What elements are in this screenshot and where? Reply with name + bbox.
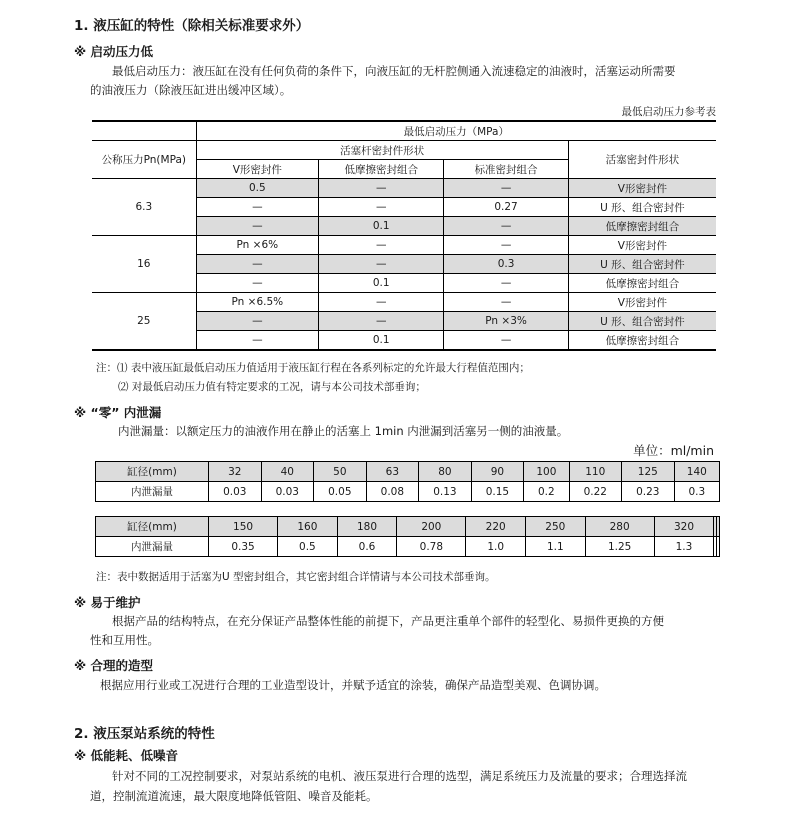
bore-value: 180: [337, 517, 397, 537]
cell-v: —: [196, 331, 318, 351]
cell-v: Pn ×6.5%: [196, 293, 318, 312]
cell-v: —: [196, 217, 318, 236]
leakage-note: 注：表中数据适用于活塞为U 型密封组合，其它密封组合详情请与本公司技术部垂询。: [96, 571, 496, 583]
leakage-table-2: [95, 516, 720, 557]
leak-value: [717, 537, 720, 557]
start-pressure-table: [92, 120, 716, 351]
col-rod-seal-header: 活塞杆密封件形状: [196, 141, 568, 160]
cell-low: 0.1: [319, 331, 444, 351]
energy-text-2: 道，控制流道流速，最大限度地降低管阻、噪音及能耗。: [90, 789, 378, 803]
cell-low: —: [319, 293, 444, 312]
bore-value: 50: [314, 462, 367, 482]
cell-std: Pn ×3%: [444, 312, 568, 331]
leak-label: 内泄漏量: [96, 482, 209, 502]
start-pressure-note-1: 注：⑴ 表中液压缸最低启动压力值适用于液压缸行程在各系列标定的允许最大行程值范围内；: [96, 362, 530, 374]
cell-piston: 低摩擦密封组合: [568, 274, 716, 293]
leak-label: 内泄漏量: [96, 537, 209, 557]
leak-value: 0.3: [674, 482, 719, 502]
cell-low: 0.1: [319, 217, 444, 236]
cell-std: 0.27: [444, 198, 568, 217]
leak-value: 0.78: [397, 537, 466, 557]
cell-std: —: [444, 217, 568, 236]
table-header-corner: [92, 121, 196, 141]
pn-value: 16: [92, 236, 196, 293]
leak-value: 0.08: [366, 482, 419, 502]
maintenance-text-2: 性和互用性。: [90, 633, 159, 647]
cell-std: —: [444, 293, 568, 312]
section2-title: 2. 液压泵站系统的特性: [74, 726, 215, 742]
start-pressure-note-2: ⑵ 对最低启动压力值有特定要求的工况，请与本公司技术部垂询；: [118, 381, 426, 393]
energy-text-1: 针对不同的工况控制要求，对泵站系统的电机、液压泵进行合理的选型，满足系统压力及流量的要求；合理选择流: [112, 769, 687, 783]
bore-label: 缸径(mm): [96, 517, 209, 537]
maintenance-heading: ※ 易于维护: [74, 595, 141, 610]
leak-value: 1.0: [466, 537, 526, 557]
cell-low: —: [319, 179, 444, 198]
bore-value: 220: [466, 517, 526, 537]
leak-value: 0.35: [209, 537, 278, 557]
col-piston-seal-header: 活塞密封件形状: [568, 141, 716, 179]
pn-value: 25: [92, 293, 196, 351]
cell-low: —: [319, 236, 444, 255]
cell-v: —: [196, 312, 318, 331]
maintenance-text-1: 根据产品的结构特点，在充分保证产品整体性能的前提下，产品更注重单个部件的轻型化、易损件更换的方便: [112, 614, 664, 628]
leak-value: 0.15: [471, 482, 524, 502]
leak-value: 1.1: [525, 537, 585, 557]
table-main-header: 最低启动压力（MPa）: [196, 121, 716, 141]
start-pressure-text-1: 最低启动压力：液压缸在没有任何负荷的条件下，向液压缸的无杆腔侧通入流速稳定的油液时，活塞运动所需要: [112, 64, 676, 78]
leak-value: 0.6: [337, 537, 397, 557]
leakage-heading: ※ “零” 内泄漏: [74, 405, 162, 420]
cell-low: 0.1: [319, 274, 444, 293]
bore-value: 100: [524, 462, 569, 482]
start-pressure-heading: ※ 启动压力低: [74, 44, 154, 59]
section1-title: 1. 液压缸的特性（除相关标准要求外）: [74, 18, 310, 34]
cell-piston: U 形、组合密封件: [568, 255, 716, 274]
bore-value: 80: [419, 462, 472, 482]
bore-label: 缸径(mm): [96, 462, 209, 482]
cell-low: —: [319, 312, 444, 331]
leak-value: 1.25: [585, 537, 654, 557]
cell-low: —: [319, 198, 444, 217]
bore-value: 200: [397, 517, 466, 537]
leak-value: 0.03: [261, 482, 314, 502]
bore-value: 160: [278, 517, 338, 537]
bore-value: 125: [622, 462, 675, 482]
leak-value: 0.22: [569, 482, 622, 502]
table-caption: 最低启动压力参考表: [621, 106, 716, 118]
leakage-table-1: [95, 461, 720, 502]
leakage-text: 内泄漏量：以额定压力的油液作用在静止的活塞上 1min 内泄漏到活塞另一侧的油液量。: [118, 424, 569, 438]
bore-value: 250: [525, 517, 585, 537]
cell-v: —: [196, 255, 318, 274]
leak-value: 0.03: [209, 482, 262, 502]
cell-v: —: [196, 198, 318, 217]
leak-value: 0.5: [278, 537, 338, 557]
cell-std: 0.3: [444, 255, 568, 274]
bore-value: 280: [585, 517, 654, 537]
bore-value: 40: [261, 462, 314, 482]
bore-value: 140: [674, 462, 719, 482]
bore-value: [717, 517, 720, 537]
cell-piston: U 形、组合密封件: [568, 198, 716, 217]
cell-piston: V形密封件: [568, 236, 716, 255]
bore-value: 32: [209, 462, 262, 482]
cell-piston: V形密封件: [568, 179, 716, 198]
pn-value: 6.3: [92, 179, 196, 236]
leakage-unit: 单位：ml/min: [633, 443, 714, 458]
sub-low-header: 低摩擦密封组合: [319, 160, 444, 179]
sub-v-header: V形密封件: [196, 160, 318, 179]
leak-value: 0.13: [419, 482, 472, 502]
cell-low: —: [319, 255, 444, 274]
cell-std: —: [444, 236, 568, 255]
leak-value: 0.23: [622, 482, 675, 502]
bore-value: 150: [209, 517, 278, 537]
bore-value: 110: [569, 462, 622, 482]
cell-std: —: [444, 274, 568, 293]
cell-piston: U 形、组合密封件: [568, 312, 716, 331]
leak-value: 1.3: [654, 537, 714, 557]
cell-std: —: [444, 331, 568, 351]
cell-v: Pn ×6%: [196, 236, 318, 255]
bore-value: 320: [654, 517, 714, 537]
cell-v: —: [196, 274, 318, 293]
cell-v: 0.5: [196, 179, 318, 198]
styling-heading: ※ 合理的造型: [74, 658, 154, 673]
cell-piston: 低摩擦密封组合: [568, 217, 716, 236]
bore-value: 90: [471, 462, 524, 482]
bore-value: 63: [366, 462, 419, 482]
cell-piston: V形密封件: [568, 293, 716, 312]
leak-value: 0.2: [524, 482, 569, 502]
sub-std-header: 标准密封组合: [444, 160, 568, 179]
cell-piston: 低摩擦密封组合: [568, 331, 716, 351]
styling-text: 根据应用行业或工况进行合理的工业造型设计，并赋予适宜的涂装，确保产品造型美观、色调协调。: [100, 678, 606, 692]
energy-heading: ※ 低能耗、低噪音: [74, 748, 179, 763]
leak-value: 0.05: [314, 482, 367, 502]
cell-std: —: [444, 179, 568, 198]
start-pressure-text-2: 的油液压力（除液压缸进出缓冲区域）。: [90, 83, 292, 97]
col-pn-header: 公称压力Pn(MPa): [92, 141, 196, 179]
